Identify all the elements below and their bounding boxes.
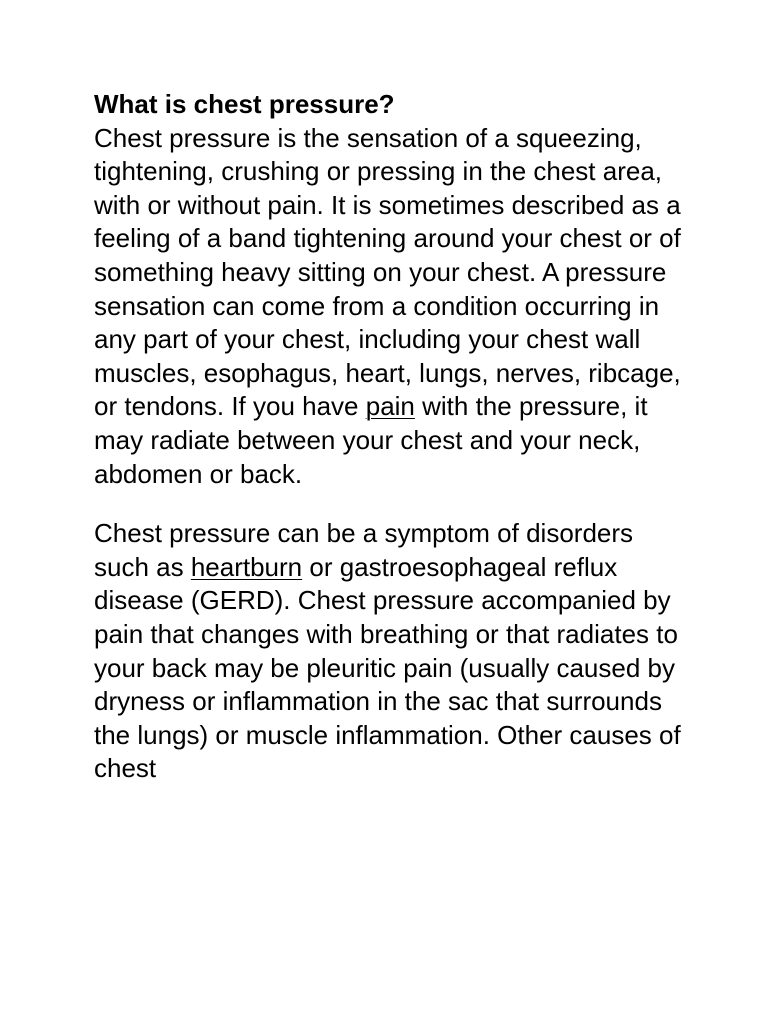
paragraph-2-text-start: Chest pressure can be a symptom of disorders such as	[94, 518, 634, 582]
paragraph-1	[94, 122, 694, 492]
heartburn-link[interactable]: heartburn	[190, 551, 303, 582]
paragraph-1-text-start: Chest pressure is the sensation of a squeezing, tightening, crushing or pressing in the chest area, with or without pain. It is sometimes described as a feeling of a band tightening around your chest or of something heavy sitting on your chest. A pressure sensation can come from a condition occurring in any part of your chest, including your chest wall muscles, esophagus, heart, lungs, nerves, ribcage, or tendons. If you have	[94, 122, 681, 422]
document-page	[94, 88, 694, 786]
pain-link[interactable]: pain	[365, 391, 415, 422]
paragraph-2	[94, 517, 694, 786]
paragraph-1-text-end: with the pressure, it may radiate between your chest and your neck, abdomen or back.	[94, 391, 648, 489]
paragraph-2-text-end: or gastroesophageal reflux disease (GERD). Chest pressure accompanied by pain that changes with breathing or that radiates to your back may be pleuritic pain (usually caused by dryness or inflammation in the sac that surrounds the lungs) or muscle inflammation. Other causes of chest	[94, 551, 681, 784]
article-title: What is chest pressure?	[94, 89, 395, 119]
